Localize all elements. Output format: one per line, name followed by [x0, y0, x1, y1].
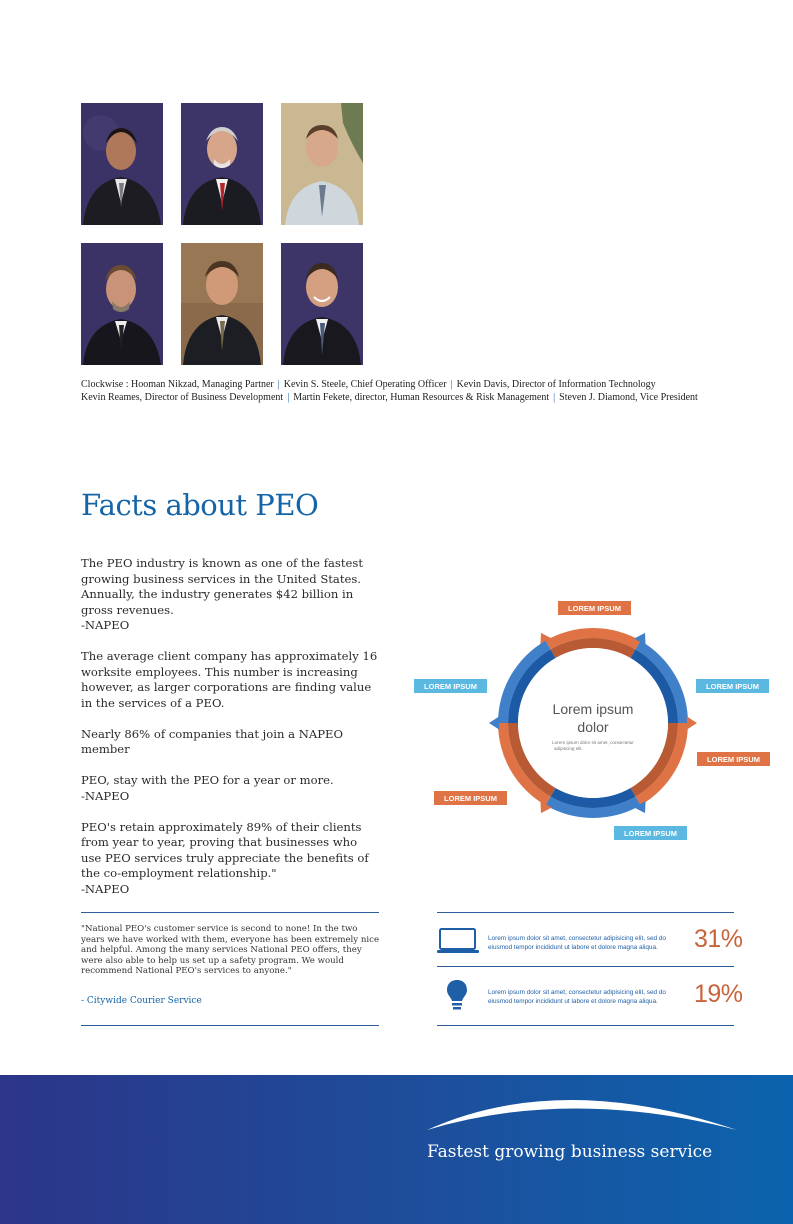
divider [437, 1025, 734, 1026]
stat-icon-laptop [437, 928, 479, 954]
stat-value: 19% [694, 980, 743, 1008]
segment-label: LOREM IPSUM [624, 829, 677, 838]
team-caption [81, 379, 781, 404]
stat-icon-lightbulb [446, 979, 468, 1011]
photo-kevin-steele [181, 103, 263, 225]
segment-pointer [489, 716, 499, 729]
caption-line-2: Kevin Reames, Director of Business Development | Martin Fekete, director, Human Resources & Risk Management | Steven J. Diamond, Vice President [81, 391, 698, 403]
wheel-svg [410, 595, 780, 845]
testimonial-source: - Citywide Courier Service [81, 996, 202, 1006]
infographic-chart [410, 595, 780, 845]
fact-paragraph: The average client company has approximately 16 worksite employees. This number is increasing however, as larger corporations are finding value in the services of a PEO. [81, 649, 378, 710]
stat-text: Lorem ipsum dolor sit amet, consectetur adipisicing elit, sed do eiusmod tempor incididunt ut labore et dolore magna aliqua. [488, 989, 666, 1005]
stat-value: 31% [694, 925, 743, 953]
chart-center-sub: Lorem ipsum dolor sit amet, consectetur [552, 740, 634, 745]
footer-tagline: Fastest growing business service [427, 1142, 713, 1162]
segment-pointer [687, 716, 697, 729]
laptop-icon [437, 928, 479, 954]
segment-label: LOREM IPSUM [706, 682, 759, 691]
fact-paragraph: Nearly 86% of companies that join a NAPEO member [81, 726, 343, 756]
page-title: Facts about PEO [81, 488, 319, 522]
segment-label: LOREM IPSUM [568, 604, 621, 613]
divider [437, 966, 734, 967]
segment-label: LOREM IPSUM [424, 682, 477, 691]
fact-paragraph: The PEO industry is known as one of the fastest growing business services in the United States. Annually, the industry generates $42 billion in gross revenues. -NAPEO [81, 556, 363, 632]
segment-label: LOREM IPSUM [707, 755, 760, 764]
chart-center-title-2: dolor [577, 719, 609, 735]
lightbulb-icon [446, 979, 468, 1011]
photo-martin-fekete [181, 243, 263, 365]
fact-paragraph: PEO's retain approximately 89% of their clients from year to year, proving that businesses who use PEO services truly appreciate the benefits of the co-employment relationship." -NAPEO [81, 819, 369, 896]
segment-label: LOREM IPSUM [444, 794, 497, 803]
testimonial-quote: "National PEO's customer service is second to none! In the two years we have worked with them, everyone has been extremely nice and helpful. Among the many services National PEO offers, they were also able to help us set up a safety program. We would recommend National PEO's services to anyone." [81, 924, 380, 976]
stat-text: Lorem ipsum dolor sit amet, consectetur adipisicing elit, sed do eiusmod tempor incididunt ut labore et dolore magna aliqua. [488, 935, 666, 951]
chart-center-sub-2: adipiscing elit. [554, 746, 583, 751]
photo-kevin-davis [281, 103, 363, 225]
fact-paragraph: PEO, stay with the PEO for a year or more. -NAPEO [81, 773, 334, 803]
caption-line-1: Clockwise : Hooman Nikzad, Managing Partner | Kevin S. Steele, Chief Operating Officer | Kevin Davis, Director of Information Technology [81, 379, 656, 390]
photo-hooman-nikzad [81, 103, 163, 225]
chart-center-title: Lorem ipsum [552, 701, 634, 717]
divider [437, 912, 734, 913]
facts-body [81, 556, 381, 913]
divider [81, 912, 379, 913]
photo-steven-diamond [281, 243, 363, 365]
divider [81, 1025, 379, 1026]
photo-kevin-reames [81, 243, 163, 365]
